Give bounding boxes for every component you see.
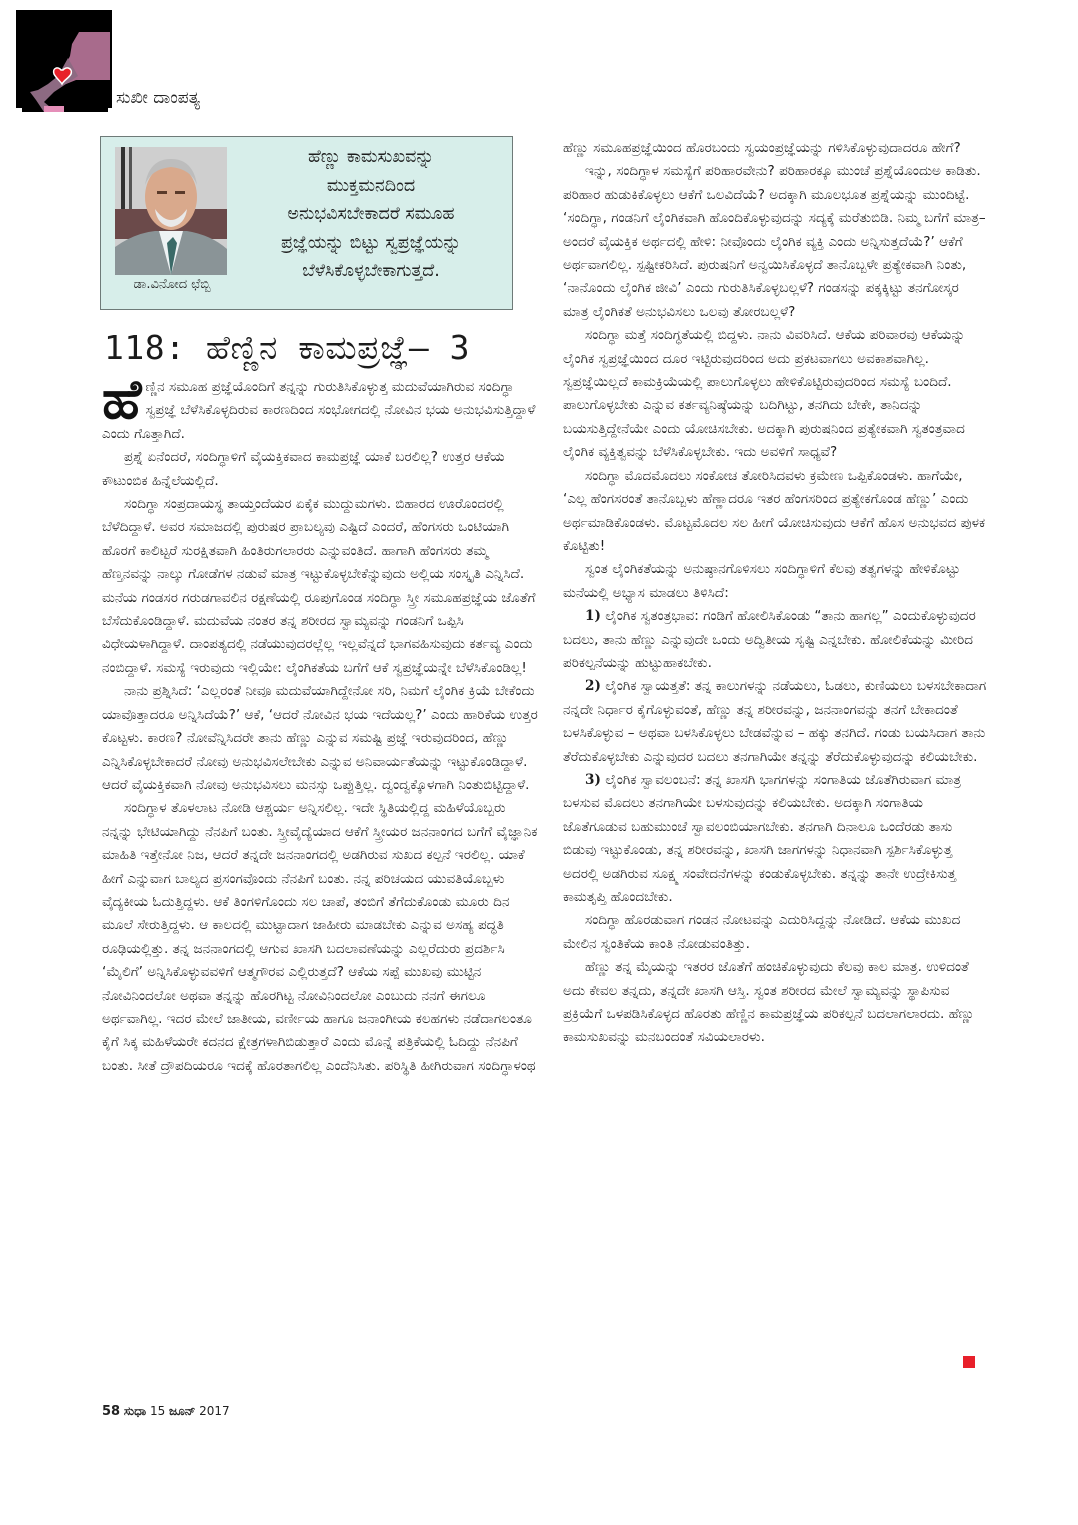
issue-day: 15 bbox=[149, 1404, 166, 1418]
article-paragraph bbox=[102, 368, 540, 446]
pull-quote-box bbox=[100, 136, 513, 310]
article-column-left bbox=[102, 368, 540, 1078]
article-title: 118: ಹೆಣ್ಣಿನ ಕಾಮಪ್ರಜ್ಞೆ– 3 bbox=[104, 328, 470, 367]
point-number: 3) bbox=[585, 771, 601, 788]
point-text: ತನ್ನ ಖಾಸಗಿ ಭಾಗಗಳನ್ನು ಸಂಗಾತಿಯ ಜೊತೆಗಿರುವಾಗ ಮಾತ್ರ ಬಳಸುವ ಮೊದಲು ತನಗಾಗಿಯೇ ಬಳಸುವುದನ್ನು ಕಲಿಯಬೇಕು. ಅದಕ್ಕಾಗಿ ಸಂಗಾತಿಯ ಜೊತೆಗೂಡುವ ಬಹುಮುಂಚೆ ಸ್ವಾವಲಂಬಿಯಾಗಬೇಕು. ತನಗಾಗಿ ದಿನಾಲೂ ಒಂದೆರಡು ತಾಸು ಬಿಡುವು ಇಟ್ಟುಕೊಂಡು, ತನ್ನ ಶರೀರವನ್ನು, ಖಾಸಗಿ ಜಾಗಗಳನ್ನು ನಿಧಾನವಾಗಿ ಸ್ಪರ್ಶಿಸಿಕೊಳ್ಳುತ್ತ ಅದರಲ್ಲಿ ಅಡಗಿರುವ ಸೂಕ್ಷ್ಮ ಸಂವೇದನೆಗಳನ್ನು ಕಂಡುಕೊಳ್ಳಬೇಕು. ತನ್ನನ್ನು ತಾನೇ ಉದ್ರೇಕಿಸುತ್ತ ಕಾಮತೃಪ್ತಿ ಹೊಂದಬೇಕು. bbox=[563, 771, 962, 905]
point-number: 1) bbox=[585, 608, 601, 625]
magazine-name: ಸುಧಾ bbox=[123, 1404, 147, 1418]
point-number: 2) bbox=[585, 678, 601, 695]
point-text: ಗಂಡಿಗೆ ಹೋಲಿಸಿಕೊಂಡು “ತಾನು ಹಾಗಲ್ಲ” ಎಂದುಕೊಳ್ಳುವುದರ ಬದಲು, ತಾನು ಹೆಣ್ಣು ಎನ್ನುವುದೇ ಒಂದು ಅದ್ವಿತೀಯ ಸೃಷ್ಟಿ ಎನ್ನಬೇಕು. ಹೋಲಿಕೆಯನ್ನು ಮೀರಿದ ಪರಿಕಲ್ಪನೆಯನ್ನು ಹುಟ್ಟುಹಾಕಬೇಕು. bbox=[563, 608, 976, 671]
quote-line: ಬೆಳೆಸಿಕೊಳ್ಳಬೇಕಾಗುತ್ತದೆ. bbox=[302, 261, 440, 281]
issue-month: ಜೂನ್ bbox=[169, 1404, 196, 1418]
quote-line: ಪ್ರಜ್ಞೆಯನ್ನು ಬಿಟ್ಟು ಸ್ವಪ್ರಜ್ಞೆಯನ್ನು bbox=[280, 232, 462, 253]
article-paragraph: ಪ್ರಶ್ನೆ ಏನೆಂದರೆ, ಸಂದಿಗ್ಧಾಳಿಗೆ ವೈಯಕ್ತಿಕವಾದ ಕಾಮಪ್ರಜ್ಞೆ ಯಾಕೆ ಬರಲಿಲ್ಲ? ಉತ್ತರ ಆಕೆಯ ಕೌಟುಂಬಿಕ ಹಿನ್ನೆಲೆಯಲ್ಲಿದೆ. bbox=[102, 449, 505, 489]
article-end-square-icon bbox=[963, 1356, 975, 1368]
article-paragraph: ನಾನು ಪ್ರಶ್ನಿಸಿದೆ: ‘ಎಲ್ಲರಂತೆ ನೀವೂ ಮದುವೆಯಾಗಿದ್ದೇನೋ ಸರಿ, ನಿಮಗೆ ಲೈಂಗಿಕ ಕ್ರಿಯೆ ಬೇಕೆಂದು ಯಾವೊತ್ತಾದರೂ ಅನ್ನಿಸಿದೆಯೆ?’ ಆಕೆ, ‘ಆದರೆ ನೋವಿನ ಭಯ ಇದೆಯಲ್ಲ?’ ಎಂದು ಹಾರಿಕೆಯ ಉತ್ತರ ಕೊಟ್ಟಳು. ಕಾರಣ? ನೋವೆನ್ನಿಸಿದರೇ ತಾನು ಹೆಣ್ಣು ಎನ್ನುವ ಸಮಷ್ಟಿ ಪ್ರಜ್ಞೆ ಇರುವುದರಿಂದ, ಹೆಣ್ಣು ಎನ್ನಿಸಿಕೊಳ್ಳಬೇಕಾದರೆ ನೋವು ಅನುಭವಿಸಲೇಬೇಕು ಎನ್ನುವ ಅನಿವಾರ್ಯತೆಯನ್ನು ಇಟ್ಟುಕೊಂಡಿದ್ದಾಳೆ. ಆದರೆ ವೈಯಕ್ತಿಕವಾಗಿ ನೋವು ಅನುಭವಿಸಲು ಮನಸ್ಸು ಒಪ್ಪುತ್ತಿಲ್ಲ. ದ್ವಂದ್ವಕ್ಕೊಳಗಾಗಿ ನಿಂತುಬಿಟ್ಟಿದ್ದಾಳೆ. bbox=[102, 683, 538, 793]
numbered-point bbox=[563, 675, 987, 769]
section-label: ಸುಖೀ ದಾಂಪತ್ಯ bbox=[116, 88, 201, 108]
numbered-point bbox=[563, 605, 987, 675]
article-paragraph: ಸಂದಿಗ್ಧಾ ಮತ್ತೆ ಸಂದಿಗ್ಧತೆಯಲ್ಲಿ ಬಿದ್ದಳು. ನಾನು ವಿವರಿಸಿದೆ. ಆಕೆಯ ಪರಿವಾರವು ಆಕೆಯನ್ನು ಲೈಂಗಿಕ ಸ್ವಪ್ರಜ್ಞೆಯಿಂದ ದೂರ ಇಟ್ಟಿರುವುದರಿಂದ ಅದು ಪ್ರಕಟವಾಗಲು ಅವಕಾಶವಾಗಿಲ್ಲ. ಸ್ವಪ್ರಜ್ಞೆಯಿಲ್ಲದೆ ಕಾಮಕ್ರಿಯೆಯಲ್ಲಿ ಪಾಲುಗೊಳ್ಳಲು ಹೇಳಿಕೊಟ್ಟಿರುವುದರಿಂದ ಸಮಸ್ಯೆ ಬಂದಿದೆ. ಪಾಲುಗೊಳ್ಳಬೇಕು ಎನ್ನುವ ಕರ್ತವ್ಯನಿಷ್ಠೆಯನ್ನು ಬದಿಗಿಟ್ಟು, ತನಗಿದು ಬೇಕೇ, ತಾನಿದನ್ನು ಬಯಸುತ್ತಿದ್ದೇನೆಯೇ ಎಂದು ಯೋಚಿಸಬೇಕು. ಅದಕ್ಕಾಗಿ ಪುರುಷನಿಂದ ಪ್ರತ್ಯೇಕವಾಗಿ ಸ್ವತಂತ್ರವಾದ ಲೈಂಗಿಕ ವ್ಯಕ್ತಿತ್ವವನ್ನು ಬೆಳೆಸಿಕೊಳ್ಳಬೇಕು. ಇದು ಅವಳಿಗೆ ಸಾಧ್ಯವೆ? bbox=[563, 327, 966, 461]
point-text: ತನ್ನ ಕಾಲುಗಳನ್ನು ನಡೆಯಲು, ಓಡಲು, ಕುಣಿಯಲು ಬಳಸಬೇಕಾದಾಗ ನನ್ನದೇ ನಿರ್ಧಾರ ಕೈಗೊಳ್ಳುವಂತೆ, ಹೆಣ್ಣು ತನ್ನ ಶರೀರವನ್ನು, ಜನನಾಂಗವನ್ನು ತನಗೆ ಬೇಕಾದಂತೆ ಬಳಸಿಕೊಳ್ಳುವ – ಅಥವಾ ಬಳಸಿಕೊಳ್ಳಲು ಬೇಡವೆನ್ನುವ – ಹಕ್ಕು ತನಗಿದೆ. ಗಂಡು ಬಯಸಿದಾಗ ತಾನು ತೆರೆದುಕೊಳ್ಳಬೇಕು ಎನ್ನುವುದರ ಬದಲು ತನಗಾಗಿಯೇ ತನ್ನನ್ನು ತೆರೆದುಕೊಳ್ಳುವುದನ್ನು ಕಲಿಯಬೇಕು. bbox=[563, 678, 987, 765]
article-paragraph: ಇನ್ನು, ಸಂದಿಗ್ಧಾಳ ಸಮಸ್ಯೆಗೆ ಪರಿಹಾರವೇನು? ಪರಿಹಾರಕ್ಕೂ ಮುಂಚೆ ಪ್ರಶ್ನೆಯೊಂದುಅ ಕಾಡಿತು. ಪರಿಹಾರ ಹುಡುಕಿಕೊಳ್ಳಲು ಆಕೆಗೆ ಒಲವಿದೆಯೆ? ಅದಕ್ಕಾಗಿ ಮೂಲಭೂತ ಪ್ರಶ್ನೆಯನ್ನು ಮುಂದಿಟ್ಟೆ. ‘ಸಂದಿಗ್ಧಾ, ಗಂಡನಿಗೆ ಲೈಂಗಿಕವಾಗಿ ಹೊಂದಿಕೊಳ್ಳುವುದನ್ನು ಸದ್ಯಕ್ಕೆ ಮರೆತುಬಿಡಿ. ನಿಮ್ಮ ಬಗೆಗೆ ಮಾತ್ರ– ಅಂದರೆ ವೈಯಕ್ತಿಕ ಅರ್ಥದಲ್ಲಿ ಹೇಳಿ: ನೀವೊಂದು ಲೈಂಗಿಕ ವ್ಯಕ್ತಿ ಎಂದು ಅನ್ನಿಸುತ್ತದೆಯೆ?’ ಆಕೆಗೆ ಅರ್ಥವಾಗಲಿಲ್ಲ. ಸ್ಪಷ್ಟೀಕರಿಸಿದೆ. ಪುರುಷನಿಗೆ ಅನ್ವಯಿಸಿಕೊಳ್ಳದೆ ತಾನೊಬ್ಬಳೇ ಪ್ರತ್ಯೇಕವಾಗಿ ನಿಂತು, ‘ನಾನೊಂದು ಲೈಂಗಿಕ ಜೀವಿ’ ಎಂದು ಗುರುತಿಸಿಕೊಳ್ಳಬಲ್ಲಳೆ? ಗಂಡಸನ್ನು ಪಕ್ಕಕ್ಕಿಟ್ಟು ತನಗೋಸ್ಕರ ಮಾತ್ರ ಲೈಂಗಿಕತೆ ಅನುಭವಿಸಲು ಒಲವು ತೋರಬಲ್ಲಳೆ? bbox=[563, 163, 986, 320]
point-label: ಲೈಂಗಿಕ ಸ್ವಾಯತ್ತತೆ: bbox=[605, 678, 691, 695]
article-paragraph: ಸ್ವಂತ ಲೈಂಗಿಕತೆಯನ್ನು ಅನುಷ್ಠಾನಗೊಳಿಸಲು ಸಂದಿಗ್ಧಾಳಿಗೆ ಕೆಲವು ತತ್ವಗಳನ್ನು ಹೇಳಿಕೊಟ್ಟು ಮನೆಯಲ್ಲಿ ಅಭ್ಯಾಸ ಮಾಡಲು ತಿಳಿಸಿದೆ: bbox=[563, 561, 961, 601]
issue-year: 2017 bbox=[199, 1404, 230, 1418]
page-number: 58 bbox=[102, 1404, 121, 1419]
pull-quote-text bbox=[233, 143, 509, 286]
quote-line: ಅನುಭವಿಸಬೇಕಾದರೆ ಸಮೂಹ bbox=[287, 204, 455, 224]
kissing-couple-heart-logo-icon bbox=[16, 10, 112, 117]
article-paragraph: ಹೆಣ್ಣು ತನ್ನ ಮೈಯನ್ನು ಇತರರ ಜೊತೆಗೆ ಹಂಚಿಕೊಳ್ಳುವುದು ಕೆಲವು ಕಾಲ ಮಾತ್ರ. ಉಳಿದಂತೆ ಅದು ಕೇವಲ ತನ್ನದು, ತನ್ನದೇ ಖಾಸಗಿ ಆಸ್ತಿ. ಸ್ವಂತ ಶರೀರದ ಮೇಲೆ ಸ್ವಾಮ್ಯವನ್ನು ಸ್ಥಾಪಿಸುವ ಪ್ರಕ್ರಿಯೆಗೆ ಒಳಪಡಿಸಿಕೊಳ್ಳದ ಹೊರತು ಹೆಣ್ಣಿನ ಕಾಮಪ್ರಜ್ಞೆಯ ಪರಿಕಲ್ಪನೆ ಬದಲಾಗಲಾರದು. ಹೆಣ್ಣು ಕಾಮಸುಖವನ್ನು ಮನಬಂದಂತೆ ಸವಿಯಲಾರಳು. bbox=[563, 959, 975, 1046]
point-label: ಲೈಂಗಿಕ ಸ್ವತಂತ್ರಭಾವ: bbox=[605, 608, 699, 625]
point-label: ಲೈಂಗಿಕ ಸ್ವಾವಲಂಬನೆ: bbox=[605, 771, 701, 788]
numbered-point bbox=[563, 769, 987, 909]
author-name: ಡಾ.ವಿನೋದ ಛೆಬ್ಬಿ bbox=[133, 277, 211, 292]
section-logo bbox=[16, 10, 112, 117]
page-footer bbox=[102, 1404, 230, 1419]
author-photo bbox=[115, 147, 227, 275]
paragraph-text: ಣ್ಣಿನ ಸಮೂಹ ಪ್ರಜ್ಞೆಯೊಂದಿಗೆ ತನ್ನನ್ನು ಗುರುತಿಸಿಕೊಳ್ಳುತ್ತ ಮದುವೆಯಾಗಿರುವ ಸಂದಿಗ್ಧಾ ಸ್ವಪ್ರಜ್ಞೆ ಬೆಳೆಸಿಕೊಳ್ಳದಿರುವ ಕಾರಣದಿಂದ ಸಂಭೋಗದಲ್ಲಿ ನೋವಿನ ಭಯ ಅನುಭವಿಸುತ್ತಿದ್ದಾಳೆ ಎಂದು ಗೊತ್ತಾಗಿದೆ. bbox=[102, 379, 536, 442]
article-paragraph: ಸಂದಿಗ್ಧಾಳ ತೊಳಲಾಟ ನೋಡಿ ಆಶ್ಚರ್ಯ ಅನ್ನಿಸಲಿಲ್ಲ. ಇದೇ ಸ್ಥಿತಿಯಲ್ಲಿದ್ದ ಮಹಿಳೆಯೊಬ್ಬರು ನನ್ನನ್ನು ಭೇಟಿಯಾಗಿದ್ದು ನೆನಪಿಗೆ ಬಂತು. ಸ್ತ್ರೀವೈದ್ಯೆಯಾದ ಆಕೆಗೆ ಸ್ತ್ರೀಯರ ಜನನಾಂಗದ ಬಗೆಗೆ ವೈಜ್ಞಾನಿಕ ಮಾಹಿತಿ ಇತ್ತೇನೋ ನಿಜ, ಆದರೆ ತನ್ನದೇ ಜನನಾಂಗದಲ್ಲಿ ಅಡಗಿರುವ ಸುಖದ ಕಲ್ಪನೆ ಇರಲಿಲ್ಲ. ಯಾಕೆ ಹೀಗೆ ಎನ್ನುವಾಗ ಬಾಲ್ಯದ ಪ್ರಸಂಗವೊಂದು ನೆನಪಿಗೆ ಬಂತು. ನನ್ನ ಪರಿಚಯದ ಯುವತಿಯೊಬ್ಬಳು ವೈದ್ಯಕೀಯ ಓದುತ್ತಿದ್ದಳು. ಆಕೆ ತಿಂಗಳಿಗೊಂದು ಸಲ ಚಾಪೆ, ತಂಬಿಗೆ ತೆಗೆದುಕೊಂಡು ಮೂರು ದಿನ ಮೂಲೆ ಸೇರುತ್ತಿದ್ದಳು. ಆ ಕಾಲದಲ್ಲಿ ಮುಟ್ಟಾದಾಗ ಜಾಹೀರು ಮಾಡಬೇಕು ಎನ್ನುವ ಅಸಹ್ಯ ಪದ್ಧತಿ ರೂಢಿಯಲ್ಲಿತ್ತು. ತನ್ನ ಜನನಾಂಗದಲ್ಲಿ ಆಗುವ ಖಾಸಗಿ ಬದಲಾವಣೆಯನ್ನು ಎಲ್ಲರೆದುರು ಪ್ರದರ್ಶಿಸಿ ‘ಮೈಲಿಗೆ’ ಅನ್ನಿಸಿಕೊಳ್ಳುವವಳಿಗೆ ಆತ್ಮಗೌರವ ಎಲ್ಲಿರುತ್ತದೆ? ಆಕೆಯ ಸಪ್ಪೆ ಮುಖವು ಮುಟ್ಟಿನ ನೋವಿನಿಂದಲೋ ಅಥವಾ ತನ್ನನ್ನು ಹೊರಗಿಟ್ಟ ನೋವಿನಿಂದಲೋ ಎಂಬುದು ನನಗೆ ಈಗಲೂ ಅರ್ಥವಾಗಿಲ್ಲ. ಇದರ ಮೇಲೆ ಜಾತೀಯ, ವರ್ಣೀಯ ಹಾಗೂ ಜನಾಂಗೀಯ ಕಲಹಗಳು ನಡೆದಾಗಲಂತೂ ಕೈಗೆ ಸಿಕ್ಕ ಮಹಿಳೆಯರೇ ಕದನದ ಕ್ಷೇತ್ರಗಳಾಗಿಬಿಡುತ್ತಾರೆ ಎಂದು ಮೊನ್ನೆ ಪತ್ರಿಕೆಯಲ್ಲಿ ಓದಿದ್ದು ನೆನಪಿಗೆ ಬಂತು. ಸೀತೆ ದ್ರೌಪದಿಯರೂ ಇದಕ್ಕೆ ಹೊರತಾಗಲಿಲ್ಲ ಎಂದೆನಿಸಿತು. ಪರಿಸ್ಥಿತಿ ಹೀಗಿರುವಾಗ ಸಂದಿಗ್ಧಾಳಂಥ bbox=[102, 800, 538, 1074]
article-paragraph: ಸಂದಿಗ್ಧಾ ಮೊದಮೊದಲು ಸಂಕೋಚ ತೋರಿಸಿದವಳು ಕ್ರಮೇಣ ಒಪ್ಪಿಕೊಂಡಳು. ಹಾಗೆಯೇ, ‘ಎಲ್ಲ ಹೆಂಗಸರಂತೆ ತಾನೊಬ್ಬಳು ಹೆಣ್ಣಾದರೂ ಇತರ ಹೆಂಗಸರಿಂದ ಪ್ರತ್ಯೇಕಗೊಂಡ ಹೆಣ್ಣು’ ಎಂದು ಅರ್ಥಮಾಡಿಕೊಂಡಳು. ಮೊಟ್ಟಮೊದಲ ಸಲ ಹೀಗೆ ಯೋಚಿಸುವುದು ಆಕೆಗೆ ಹೊಸ ಅನುಭವದ ಪುಳಕ ಕೊಟ್ಟಿತು! bbox=[563, 467, 986, 554]
quote-line: ಹೆಣ್ಣು ಕಾಮಸುಖವನ್ನು bbox=[307, 147, 434, 167]
quote-line: ಮುಕ್ತಮನದಿಂದ bbox=[326, 175, 416, 196]
article-paragraph: ಸಂದಿಗ್ಧಾ ಹೊರಡುವಾಗ ಗಂಡನ ನೋಟವನ್ನು ಎದುರಿಸಿದ್ದನ್ನು ನೋಡಿದೆ. ಆಕೆಯ ಮುಖದ ಮೇಲಿನ ಸ್ವಂತಿಕೆಯ ಕಾಂತಿ ನೋಡುವಂತಿತ್ತು. bbox=[563, 912, 961, 952]
article-column-right bbox=[563, 137, 987, 1050]
drop-cap: ಹೆ bbox=[102, 368, 142, 431]
article-paragraph: ಸಂದಿಗ್ಧಾ ಸಂಪ್ರದಾಯಸ್ಥ ತಾಯ್ತಂದೆಯರ ಏಕೈಕ ಮುದ್ದುಮಗಳು. ಬಿಹಾರದ ಊರೊಂದರಲ್ಲಿ ಬೆಳೆದಿದ್ದಾಳೆ. ಅವರ ಸಮಾಜದಲ್ಲಿ ಪುರುಷರ ಪ್ರಾಬಲ್ಯವು ಎಷ್ಟಿದೆ ಎಂದರೆ, ಹೆಂಗಸರು ಒಂಟಿಯಾಗಿ ಹೊರಗೆ ಕಾಲಿಟ್ಟರೆ ಸುರಕ್ಷಿತವಾಗಿ ಹಿಂತಿರುಗಲಾರರು ಎನ್ನುವಂತಿದೆ. ಹಾಗಾಗಿ ಹೆಂಗಸರು ತಮ್ಮ ಹೆಣ್ತನವನ್ನು ನಾಲ್ಕು ಗೋಡೆಗಳ ನಡುವೆ ಮಾತ್ರ ಇಟ್ಟುಕೊಳ್ಳಬೇಕೆನ್ನುವುದು ಅಲ್ಲಿಯ ಸಂಸ್ಕೃತಿ ಎನ್ನಿಸಿದೆ. ಮನೆಯ ಗಂಡಸರ ಗರುಡಗಾವಲಿನ ರಕ್ಷಣೆಯಲ್ಲಿ ರೂಪುಗೊಂಡ ಸಂದಿಗ್ಧಾ ಸ್ತ್ರೀ ಸಮೂಹಪ್ರಜ್ಞೆಯ ಜೊತೆಗೆ ಬೆಸೆದುಕೊಂಡಿದ್ದಾಳೆ. ಮದುವೆಯ ನಂತರ ತನ್ನ ಶರೀರದ ಸ್ವಾಮ್ಯವನ್ನು ಗಂಡನಿಗೆ ಒಪ್ಪಿಸಿ ವಿಧೇಯಳಾಗಿದ್ದಾಳೆ. ದಾಂಪತ್ಯದಲ್ಲಿ ನಡೆಯುವುದರಲ್ಲೆಲ್ಲ ಇಲ್ಲವೆನ್ನದೆ ಭಾಗವಹಿಸುವುದು ಕರ್ತವ್ಯ ಎಂದು ನಂಬಿದ್ದಾಳೆ. ಸಮಸ್ಯೆ ಇರುವುದು ಇಲ್ಲಿಯೇ: ಲೈಂಗಿಕತೆಯ ಬಗೆಗೆ ಆಕೆ ಸ್ವಪ್ರಜ್ಞೆಯನ್ನೇ ಬೆಳೆಸಿಕೊಂಡಿಲ್ಲ! bbox=[102, 496, 536, 676]
article-paragraph: ಹೆಣ್ಣು ಸಮೂಹಪ್ರಜ್ಞೆಯಿಂದ ಹೊರಬಂದು ಸ್ವಯಂಪ್ರಜ್ಞೆಯನ್ನು ಗಳಿಸಿಕೊಳ್ಳುವುದಾದರೂ ಹೇಗೆ? bbox=[563, 140, 961, 156]
